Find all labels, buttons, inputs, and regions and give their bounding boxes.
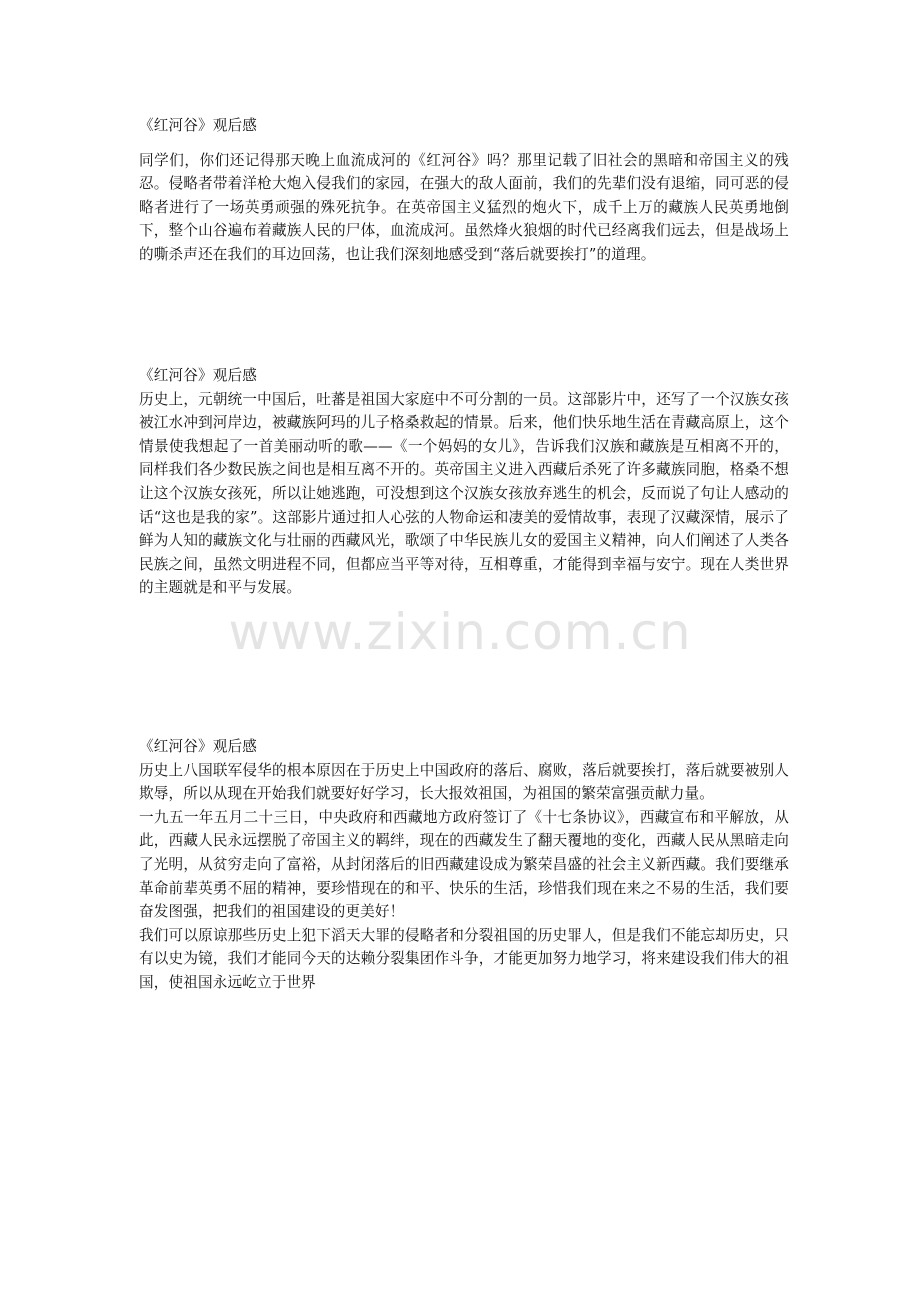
section-1-paragraph-1: 同学们，你们还记得那天晚上血流成河的《红河谷》吗？那里记载了旧社会的黑暗和帝国主义的残忍。侵略者带着洋枪大炮入侵我们的家园，在强大的敌人面前，我们的先辈们没有退缩，同可恶的侵略者进行了一场英勇顽强的殊死抗争。在英帝国主义猛烈的炮火下，成千上万的藏族人民英勇地倒下，整个山谷遍布着藏族人民的尸体，血流成河。虽然烽火狼烟的时代已经离我们远去，但是战场上的嘶杀声还在我们的耳边回荡，也让我们深刻地感受到“落后就要挨打”的道理。 bbox=[139, 151, 789, 263]
section-1-title: 《红河谷》观后感 bbox=[139, 117, 257, 134]
essay-section-3 bbox=[139, 735, 789, 995]
watermark: www.zixin.com.cn bbox=[228, 603, 692, 661]
section-3-title: 《红河谷》观后感 bbox=[139, 738, 257, 755]
section-3-paragraph-1: 历史上八国联军侵华的根本原因在于历史上中国政府的落后、腐败，落后就要挨打，落后就要被别人欺辱，所以从现在开始我们就要好好学习，长大报效祖国，为祖国的繁荣富强贡献力量。 bbox=[139, 761, 789, 803]
section-2-paragraph-1: 历史上，元朝统一中国后，吐蕃是祖国大家庭中不可分割的一员。这部影片中，还写了一个汉族女孩被江水冲到河岸边，被藏族阿玛的儿子格桑救起的情景。后来，他们快乐地生活在青藏高原上，这个情景使我想起了一首美丽动听的歌——《一个妈妈的女儿》，告诉我们汉族和藏族是互相离不开的，同样我们各少数民族之间也是相互离不开的。英帝国主义进入西藏后杀死了许多藏族同胞，格桑不想让这个汉族女孩死，所以让她逃跑，可没想到这个汉族女孩放弃逃生的机会，反而说了句让人感动的话“这也是我的家”。这部影片通过扣人心弦的人物命运和凄美的爱情故事，表现了汉藏深情，展示了鲜为人知的藏族文化与壮丽的西藏风光，歌颂了中华民族儿女的爱国主义精神，向人们阐述了人类各民族之间，虽然文明进程不同，但都应当平等对待，互相尊重，才能得到幸福与安宁。现在人类世界的主题就是和平与发展。 bbox=[139, 390, 789, 597]
section-3-paragraph-3: 我们可以原谅那些历史上犯下滔天大罪的侵略者和分裂祖国的历史罪人，但是我们不能忘却历史，只有以史为镜，我们才能同今天的达赖分裂集团作斗争，才能更加努力地学习，将来建设我们伟大的祖国，使祖国永远屹立于世界 bbox=[139, 926, 789, 991]
essay-section-2 bbox=[139, 364, 789, 600]
section-2-title: 《红河谷》观后感 bbox=[139, 367, 257, 384]
essay-section-1 bbox=[139, 114, 789, 267]
section-3-paragraph-2: 一九五一年五月二十三日，中央政府和西藏地方政府签订了《十七条协议》，西藏宣布和平解放，从此，西藏人民永远摆脱了帝国主义的羁绊，现在的西藏发生了翻天覆地的变化，西藏人民从黑暗走向了光明，从贫穷走向了富裕，从封闭落后的旧西藏建设成为繁荣昌盛的社会主义新西藏。我们要继承革命前辈英勇不屈的精神，要珍惜现在的和平、快乐的生活，珍惜我们现在来之不易的生活，我们要奋发图强，把我们的祖国建设的更美好！ bbox=[139, 808, 789, 921]
